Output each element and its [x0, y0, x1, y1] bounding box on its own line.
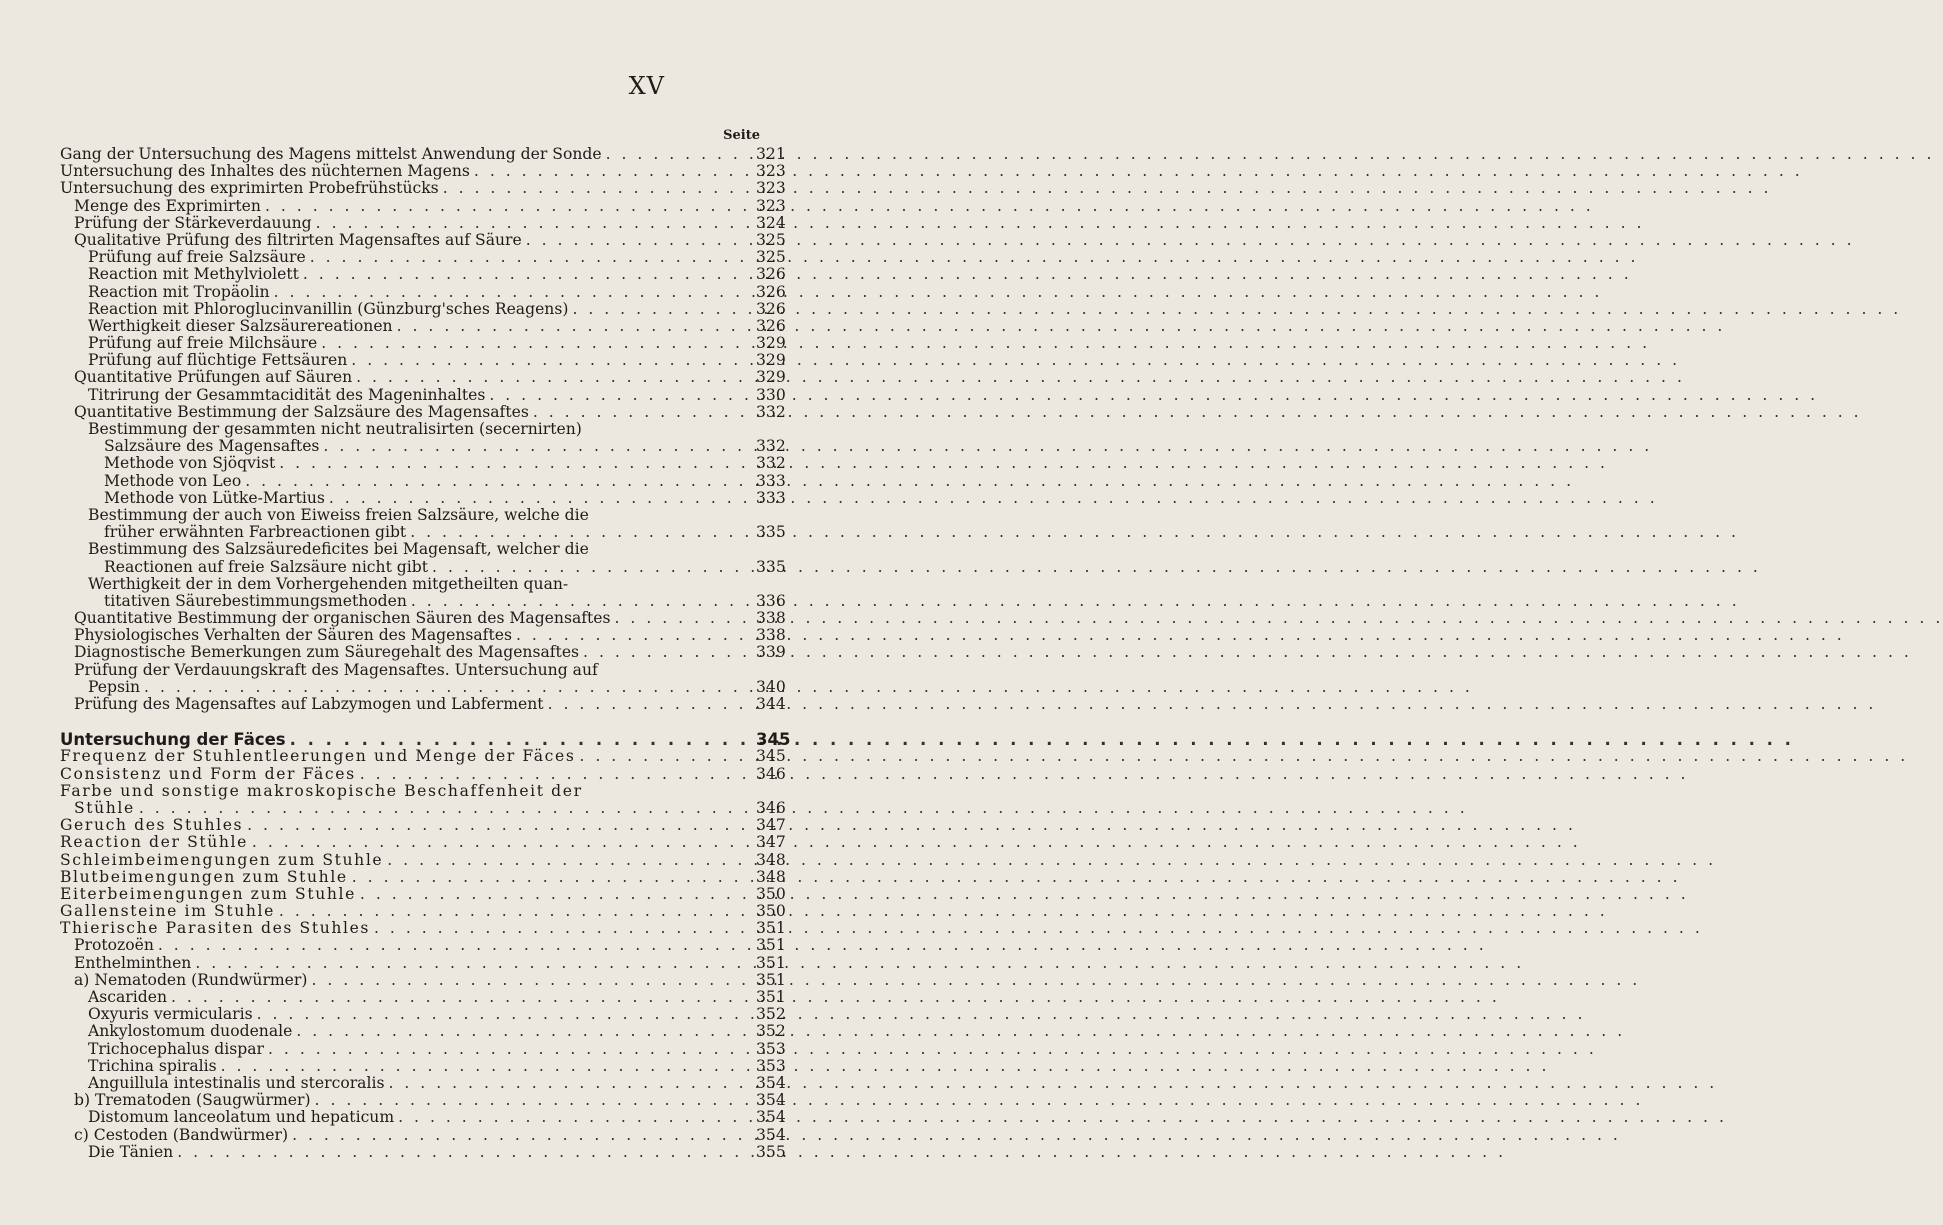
toc-entry-page: 351 — [756, 953, 786, 972]
toc-entry-title: Untersuchung des exprimirten Probefrühstücks — [60, 179, 439, 198]
toc-entry-title: Frequenz der Stuhlentleerungen und Menge der Fäces — [60, 747, 576, 766]
toc-entry-title: Prüfung auf flüchtige Fettsäuren — [88, 351, 348, 370]
dot-leader — [261, 198, 756, 215]
toc-entry — [60, 936, 786, 955]
toc-entry — [60, 541, 780, 558]
toc-entry-title: Reactionen auf freie Salzsäure nicht gibt — [104, 557, 429, 576]
toc-entry-page: 336 — [756, 591, 786, 610]
toc-entry — [60, 591, 786, 610]
dot-leader — [383, 852, 756, 869]
toc-entry-title: Enthelminthen — [74, 953, 192, 972]
toc-entry-title: Anguillula intestinalis und stercoralis — [88, 1073, 385, 1092]
toc-entry-page: 352 — [756, 1022, 786, 1041]
toc-entry-title: Blutbeimengungen zum Stuhle — [60, 867, 348, 886]
dot-leader — [394, 1109, 756, 1126]
toc-entry-title: Quantitative Bestimmung der organischen Säuren des Magensaftes — [74, 609, 611, 628]
dot-leader — [352, 369, 756, 386]
section-gap — [60, 713, 780, 731]
dot-leader — [370, 920, 756, 937]
toc-entry-title: Die Tänien — [88, 1142, 174, 1161]
toc-entry-title: Stühle — [74, 798, 135, 817]
dot-leader — [241, 473, 756, 490]
toc-entry-title: Quantitative Bestimmung der Salzsäure des Magensaftes — [74, 402, 529, 421]
dot-leader — [384, 1075, 756, 1092]
toc-entry — [60, 162, 786, 181]
toc-entry — [60, 1142, 786, 1161]
toc-entry-page: 340 — [756, 677, 786, 696]
toc-entry — [60, 368, 786, 387]
toc-entry-title: Protozoën — [74, 936, 154, 955]
toc-entry — [60, 626, 786, 645]
toc-entry-title: Prüfung auf freie Milchsäure — [88, 334, 318, 353]
toc-entry-title: Salzsäure des Magensaftes — [104, 437, 320, 456]
toc-entry-title: Qualitative Prüfung des filtrirten Magensaftes auf Säure — [74, 230, 522, 249]
toc-entry-title: c) Cestoden (Bandwürmer) — [74, 1125, 289, 1144]
dot-leader — [407, 593, 756, 610]
toc-entry-page: 325 — [756, 230, 786, 249]
toc-entry-page: 326 — [756, 282, 786, 301]
toc-entry-page: 323 — [756, 162, 786, 181]
dot-leader — [311, 1092, 756, 1109]
toc-entry-page: 333 — [756, 488, 786, 507]
toc-entry — [60, 884, 786, 903]
toc-entry — [60, 299, 786, 318]
dot-leader — [140, 679, 756, 696]
toc-entry-title: Diagnostische Bemerkungen zum Säuregehalt des Magensaftes — [74, 643, 580, 662]
toc-entry — [60, 557, 786, 576]
toc-entry — [60, 471, 786, 490]
toc-entry-page: 329 — [756, 368, 786, 387]
dot-leader — [544, 696, 756, 713]
toc-entry-title: Prüfung der Stärkeverdauung — [74, 213, 312, 232]
toc-entry-title: Reaction mit Methylviolett — [88, 265, 299, 284]
toc-entry-title: Werthigkeit der in dem Vorhergehenden mitgetheilten quan- — [88, 574, 569, 593]
toc-entry-title: Bestimmung der auch von Eiweiss freien Salzsäure, welche die — [88, 505, 589, 524]
toc-entry — [60, 576, 780, 593]
toc-entry — [60, 402, 786, 421]
toc-entry — [60, 1039, 786, 1058]
toc-entry — [60, 265, 786, 284]
dot-leader — [243, 817, 756, 834]
toc-entry-page: 338 — [756, 626, 786, 645]
dot-leader — [270, 284, 756, 301]
toc-entry-page: 354 — [756, 1125, 786, 1144]
toc-entry-title: Farbe und sonstige makroskopische Beschaffenheit der — [60, 781, 583, 800]
toc-entry-title: Distomum lanceolatum und hepaticum — [88, 1108, 395, 1127]
dot-leader — [406, 524, 756, 541]
dot-leader — [288, 1127, 756, 1144]
dot-leader — [292, 1023, 756, 1040]
dot-leader — [306, 249, 756, 266]
toc-entry — [60, 816, 786, 835]
toc-entry — [60, 867, 786, 886]
toc-entry-title: Prüfung auf freie Salzsäure — [88, 248, 306, 267]
toc-entry — [60, 488, 786, 507]
toc-entry — [60, 213, 786, 232]
dot-leader — [319, 438, 756, 455]
dot-leader — [317, 335, 756, 352]
toc-entry-title: Methode von Sjöqvist — [104, 454, 276, 473]
toc-entry-title: Schleimbeimengungen zum Stuhle — [60, 850, 384, 869]
toc-entry — [60, 798, 786, 817]
toc-entry-page: 330 — [756, 385, 786, 404]
toc-entry — [60, 833, 786, 852]
toc-entry — [60, 145, 786, 163]
toc-entry-title: Eiterbeimengungen zum Stuhle — [60, 884, 356, 903]
toc-entry-page: 351 — [756, 988, 786, 1006]
toc-entry-title: Reaction mit Tropäolin — [88, 282, 270, 301]
toc-entry — [60, 662, 780, 679]
toc-entry-title: a) Nematoden (Rundwürmer) — [74, 970, 308, 989]
dot-leader — [312, 215, 756, 232]
toc-entry-page: 350 — [756, 884, 786, 903]
toc-entry-title: Oxyuris vermicularis — [88, 1005, 253, 1024]
dot-leader — [568, 301, 756, 318]
toc-entry-page: 338 — [756, 609, 786, 628]
page-column-label: Seite — [723, 128, 760, 143]
toc-entry-page: 354 — [756, 1108, 786, 1127]
toc-entry-title: früher erwähnten Farbreactionen gibt — [104, 523, 407, 542]
toc-entry — [60, 507, 780, 524]
toc-entry-page: 339 — [756, 643, 786, 662]
toc-entry-page: 332 — [756, 454, 786, 473]
toc-entry-page: 346 — [756, 764, 786, 783]
toc-entry-title: Consistenz und Form der Fäces — [60, 764, 356, 783]
section-heading — [60, 730, 791, 750]
dot-leader — [470, 163, 756, 180]
toc-entry-page: 353 — [756, 1039, 786, 1058]
dot-leader — [275, 455, 756, 472]
toc-entry-page: 352 — [756, 1005, 786, 1024]
dot-leader — [248, 834, 756, 851]
toc-entry — [60, 248, 786, 267]
toc-entry — [60, 1056, 786, 1075]
toc-entry-title: titativen Säurebestimmungsmethoden — [104, 591, 407, 610]
toc-entry-page: 329 — [756, 351, 786, 370]
toc-entry — [60, 1125, 786, 1144]
toc-entry-title: b) Trematoden (Saugwürmer) — [74, 1091, 311, 1110]
toc-entry — [60, 902, 786, 921]
toc-entry-title: Bestimmung der gesammten nicht neutralisirten (secernirten) — [88, 420, 582, 438]
toc-entry — [60, 196, 786, 215]
toc-entry-title: Geruch des Stuhles — [60, 816, 244, 835]
toc-entry-title: Bestimmung des Salzsäuredeficites bei Magensaft, welcher die — [88, 540, 589, 559]
toc-entry-page: 325 — [756, 248, 786, 267]
toc-entry-title: Reaction der Stühle — [60, 833, 248, 852]
toc-entry-page: 355 — [756, 1142, 786, 1161]
toc-entry-title: Prüfung der Verdauungskraft des Magensaftes. Untersuchung auf — [74, 660, 598, 679]
dot-leader — [347, 352, 756, 369]
dot-leader — [602, 146, 756, 163]
toc-entry-title: Prüfung des Magensaftes auf Labzymogen und Labferment — [74, 695, 544, 713]
toc-entry — [60, 919, 786, 938]
toc-entry — [60, 1005, 786, 1024]
dot-leader — [512, 627, 756, 644]
toc-entry — [60, 351, 786, 370]
table-of-contents — [60, 145, 791, 1161]
dot-leader — [173, 1144, 756, 1161]
toc-entry — [60, 334, 786, 353]
toc-entry-title: Quantitative Prüfungen auf Säuren — [74, 368, 353, 387]
toc-entry-title: Untersuchung des Inhaltes des nüchternen Magens — [60, 162, 470, 181]
dot-leader — [485, 387, 756, 404]
toc-entry-page: 354 — [756, 1073, 786, 1092]
dot-leader — [167, 989, 756, 1006]
toc-entry-page: 345 — [756, 747, 786, 766]
toc-entry-title: Trichocephalus dispar — [88, 1039, 264, 1058]
toc-entry-page: 329 — [756, 334, 786, 353]
toc-entry — [60, 316, 786, 335]
toc-entry-title: Gallensteine im Stuhle — [60, 902, 275, 921]
toc-entry-page: 326 — [756, 299, 786, 318]
dot-leader — [325, 490, 756, 507]
dot-leader — [191, 955, 756, 972]
toc-entry-page: 332 — [756, 402, 786, 421]
toc-entry — [60, 1091, 786, 1110]
toc-entry-title: Menge des Exprimirten — [74, 196, 261, 215]
toc-faeces-block — [60, 747, 786, 1161]
dot-leader — [356, 886, 756, 903]
toc-entry-title: Trichina spiralis — [88, 1056, 217, 1075]
dot-leader — [253, 1006, 756, 1023]
dot-leader — [154, 937, 756, 954]
toc-entry-page: 347 — [756, 816, 786, 835]
toc-entry-page: 326 — [756, 265, 786, 284]
dot-leader — [575, 748, 756, 765]
toc-entry — [60, 385, 786, 404]
toc-entry-title: Ankylostomum duodenale — [88, 1022, 293, 1041]
toc-entry — [60, 421, 780, 438]
toc-entry-title: Physiologisches Verhalten der Säuren des Magensaftes — [74, 626, 512, 645]
toc-entry-page: 350 — [756, 902, 786, 921]
toc-entry-page: 335 — [756, 557, 786, 576]
toc-entry — [60, 953, 786, 972]
toc-entry-page: 321 — [756, 145, 786, 163]
toc-entry-title: Reaction mit Phloroglucinvanillin (Günzburg'sches Reagens) — [88, 299, 569, 318]
dot-leader — [264, 1041, 756, 1058]
toc-entry-page: 335 — [756, 523, 786, 542]
toc-entry — [60, 1108, 786, 1127]
dot-leader — [299, 266, 756, 283]
toc-entry-title: Titrirung der Gesammtacidität des Mageninhaltes — [88, 385, 486, 404]
toc-entry — [60, 783, 780, 800]
page-number: XV — [628, 72, 665, 100]
dot-leader — [348, 869, 756, 886]
dot-leader — [439, 180, 756, 197]
toc-entry — [60, 643, 786, 662]
toc-entry — [60, 179, 786, 198]
toc-entry-page: 347 — [756, 833, 786, 852]
toc-entry — [60, 677, 786, 696]
toc-entry-title: Methode von Leo — [104, 471, 242, 490]
dot-leader — [393, 318, 756, 335]
toc-stomach-block — [60, 145, 786, 713]
toc-entry-page: 333 — [756, 471, 786, 490]
toc-entry-page: 354 — [756, 1091, 786, 1110]
dot-leader — [275, 903, 756, 920]
toc-entry — [60, 764, 786, 783]
dot-leader — [217, 1058, 756, 1075]
toc-entry-page: 344 — [756, 695, 786, 713]
toc-entry-page: 323 — [756, 179, 786, 198]
toc-entry-page: 351 — [756, 919, 786, 938]
toc-entry — [60, 609, 786, 628]
dot-leader — [529, 404, 756, 421]
toc-entry-page: 351 — [756, 970, 786, 989]
section-page-number: 345 — [756, 730, 791, 750]
toc-entry-page: 348 — [756, 850, 786, 869]
toc-entry-page: 346 — [756, 798, 786, 817]
dot-leader — [428, 559, 756, 576]
toc-entry-page: 332 — [756, 437, 786, 456]
toc-entry-title: Methode von Lütke-Martius — [104, 488, 325, 507]
dot-leader — [611, 610, 756, 627]
dot-leader — [135, 800, 756, 817]
toc-entry — [60, 1073, 786, 1092]
toc-entry — [60, 747, 786, 766]
section-title: Untersuchung der Fäces — [60, 730, 286, 750]
toc-entry-title: Thierische Parasiten des Stuhles — [60, 919, 371, 938]
toc-entry-page: 353 — [756, 1056, 786, 1075]
dot-leader — [579, 644, 756, 661]
toc-entry-page: 348 — [756, 867, 786, 886]
toc-entry-title: Pepsin — [88, 677, 141, 696]
toc-entry — [60, 988, 786, 1006]
toc-entry-title: Werthigkeit dieser Salzsäurereationen — [88, 316, 393, 335]
toc-entry — [60, 437, 786, 456]
toc-entry-title: Ascariden — [88, 988, 167, 1006]
toc-entry-page: 324 — [756, 213, 786, 232]
dot-leader — [307, 972, 756, 989]
toc-entry — [60, 695, 786, 713]
toc-entry-page: 351 — [756, 936, 786, 955]
toc-entry-title: Gang der Untersuchung des Magens mittelst Anwendung der Sonde — [60, 145, 602, 163]
toc-entry — [60, 1022, 786, 1041]
dot-leader — [286, 731, 756, 748]
toc-entry-page: 326 — [756, 316, 786, 335]
toc-entry — [60, 850, 786, 869]
toc-entry-page: 323 — [756, 196, 786, 215]
dot-leader — [522, 232, 756, 249]
toc-entry — [60, 523, 786, 542]
toc-entry — [60, 970, 786, 989]
toc-entry — [60, 282, 786, 301]
dot-leader — [356, 766, 756, 783]
toc-entry — [60, 230, 786, 249]
toc-entry — [60, 454, 786, 473]
